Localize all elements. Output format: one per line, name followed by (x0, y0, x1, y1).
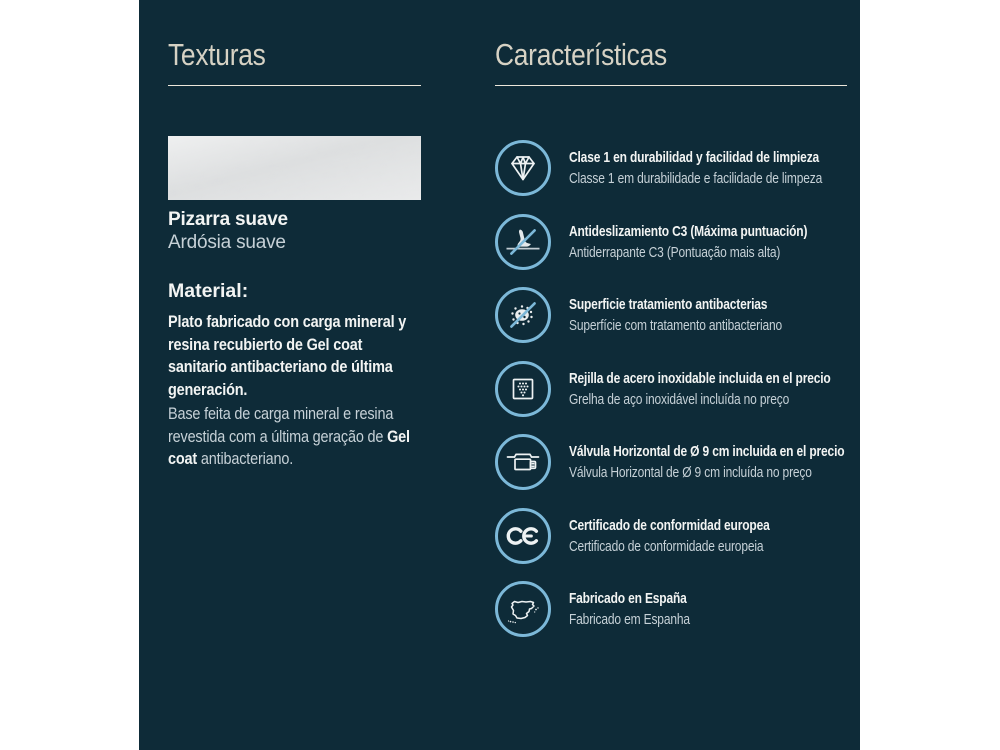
characteristic-item (495, 434, 847, 490)
characteristic-text-pt: Grelha de aço inoxidável incluída no preço (569, 390, 790, 408)
material-pt-gelcoat: Gel coat (168, 426, 410, 469)
characteristic-text (569, 369, 831, 409)
characteristic-item (495, 214, 847, 270)
characteristic-item (495, 581, 847, 637)
product-info-panel (139, 0, 860, 750)
material-description-pt (168, 403, 424, 471)
characteristic-text-es: Antideslizamiento C3 (Máxima puntuación) (569, 222, 808, 240)
swatch-labels (168, 208, 421, 254)
characteristic-item (495, 140, 847, 196)
texture-swatch[interactable] (168, 136, 421, 200)
no-bacteria-icon (495, 287, 551, 343)
grate-icon (495, 361, 551, 417)
characteristic-text-pt: Fabricado em Espanha (569, 611, 690, 629)
characteristics-list (495, 140, 847, 637)
material-description-es: Plato fabricado con carga mineral y resina recubierto de Gel coat sanitario antibacteriano de última generación. (168, 312, 407, 399)
material-title: Material: (168, 280, 249, 303)
characteristic-text-es: Válvula Horizontal de Ø 9 cm incluida en el precio (569, 443, 845, 461)
characteristic-text-es: Clase 1 en durabilidad y facilidad de limpieza (569, 149, 820, 167)
characteristic-text-pt: Válvula Horizontal de Ø 9 cm incluída no preço (569, 464, 812, 482)
no-slip-icon (495, 214, 551, 270)
characteristic-item (495, 287, 847, 343)
diamond-icon (495, 140, 551, 196)
material-pt-suffix: antibacteriano. (197, 449, 294, 469)
characteristic-item (495, 508, 847, 564)
ce-mark-icon (495, 508, 551, 564)
characteristic-text (569, 589, 690, 629)
texturas-title (168, 38, 421, 86)
characteristic-text-es: Rejilla de acero inoxidable incluida en el precio (569, 369, 831, 387)
stone-texture-image (168, 136, 421, 200)
characteristic-text (569, 516, 770, 556)
texturas-title-text: Texturas (168, 37, 266, 72)
characteristic-text-es: Superficie tratamiento antibacterias (569, 296, 768, 314)
caracteristicas-section (495, 38, 847, 655)
spain-map-icon (495, 581, 551, 637)
characteristic-text (569, 442, 844, 482)
characteristic-item (495, 361, 847, 417)
characteristic-text-pt: Antiderrapante C3 (Pontuação mais alta) (569, 243, 781, 261)
characteristic-text (569, 295, 782, 335)
caracteristicas-title (495, 38, 847, 86)
characteristic-text (569, 148, 822, 188)
characteristic-text-pt: Certificado de conformidade europeia (569, 537, 764, 555)
swatch-label-pt: Ardósia suave (168, 232, 286, 254)
characteristic-text-pt: Classe 1 em durabilidade e facilidade de limpeza (569, 170, 823, 188)
characteristic-text (569, 222, 807, 262)
material-pt-prefix: Base feita de carga mineral e resina revestida com a última geração de (168, 404, 394, 446)
texturas-section (168, 38, 421, 471)
valve-icon (495, 434, 551, 490)
caracteristicas-title-text: Características (495, 37, 667, 72)
characteristic-text-es: Certificado de conformidad europea (569, 516, 770, 534)
characteristic-text-pt: Superfície com tratamento antibacteriano (569, 317, 783, 335)
swatch-label-es: Pizarra suave (168, 209, 288, 231)
characteristic-text-es: Fabricado en España (569, 590, 687, 608)
